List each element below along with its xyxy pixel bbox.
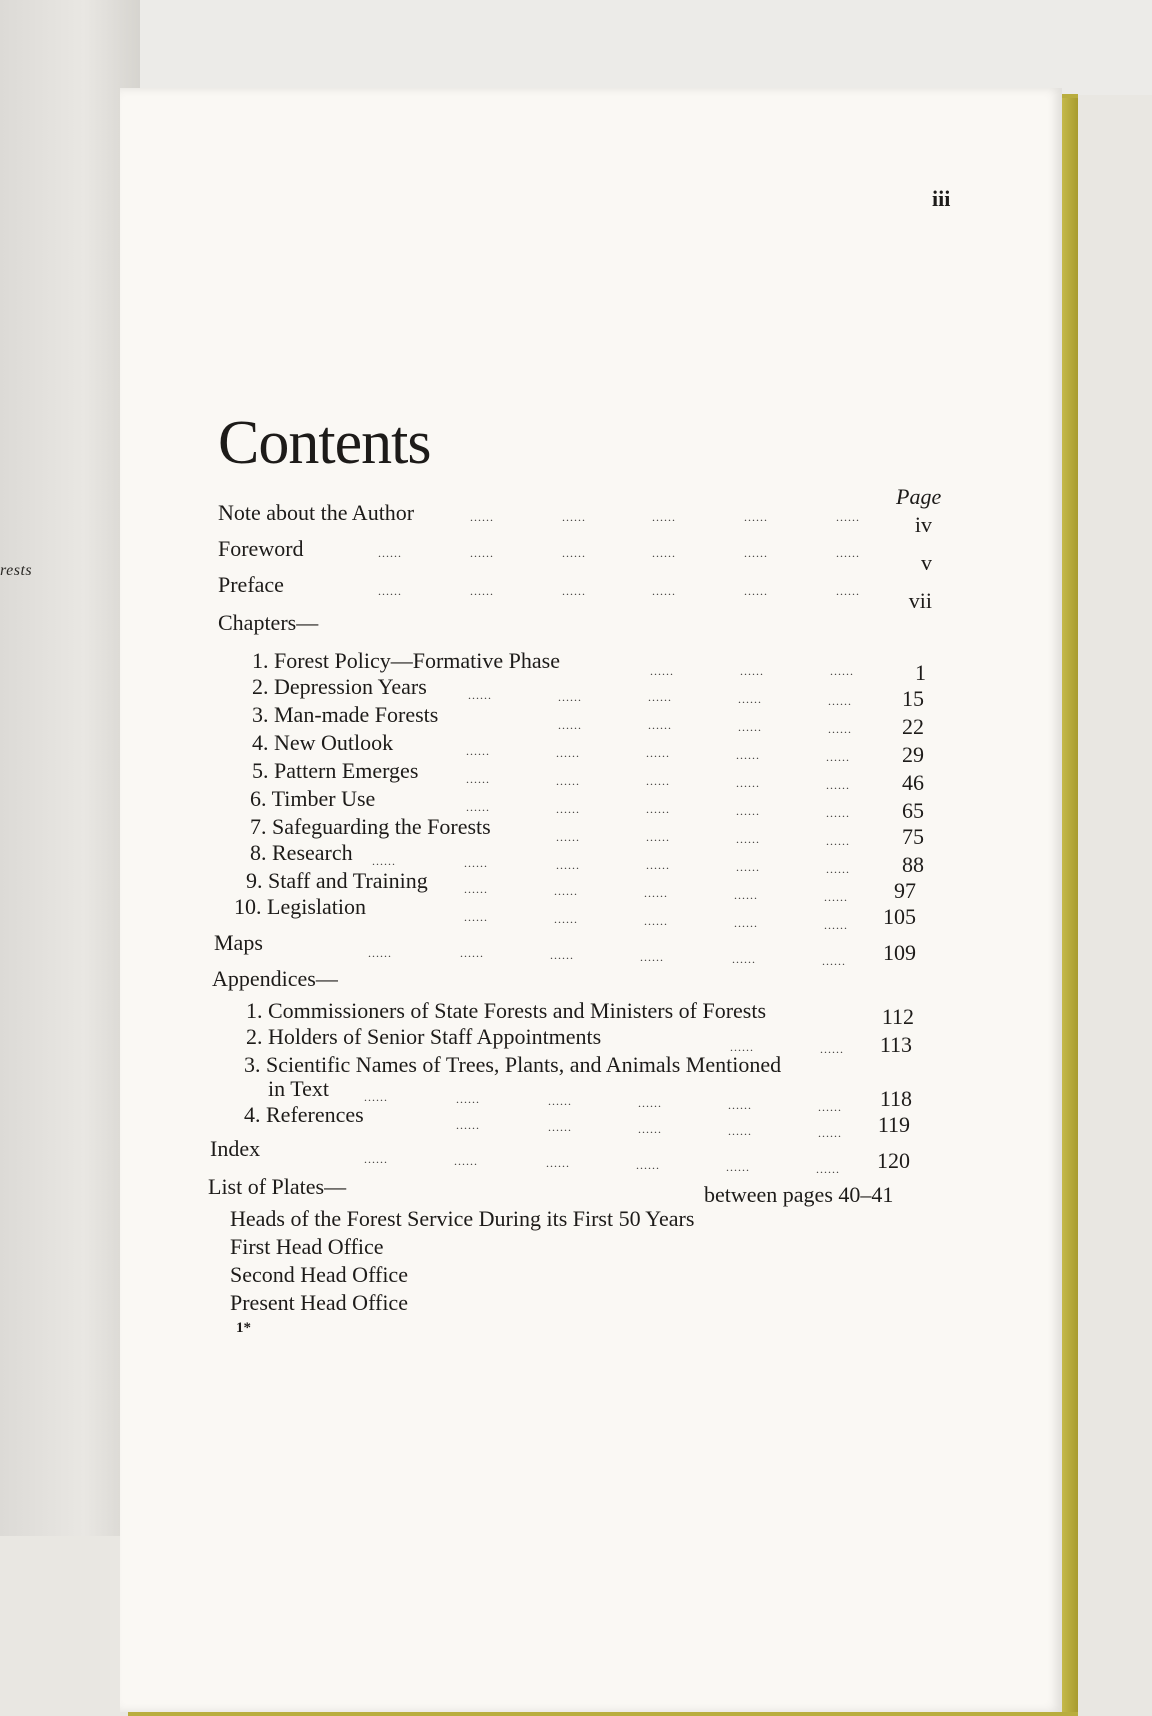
toc-entry-index: Index	[210, 1136, 261, 1161]
appendix-page: 112	[881, 1004, 914, 1029]
toc-page-number: 109	[883, 940, 916, 965]
chapter-entry	[246, 868, 428, 894]
toc-leader: ......	[820, 1042, 844, 1056]
toc-leader: ......	[646, 746, 670, 760]
background-surface	[0, 0, 1152, 95]
appendix-title: Commissioners of State Forests and Ministers of Forests	[268, 998, 767, 1023]
toc-leader: ......	[836, 546, 860, 560]
toc-leader: ......	[734, 916, 758, 930]
toc-leader: ......	[728, 1124, 752, 1138]
toc-leader: ......	[464, 882, 488, 896]
chapter-page: 75	[902, 824, 924, 849]
toc-leader: ......	[470, 584, 494, 598]
toc-leader: ......	[726, 1160, 750, 1174]
toc-leader: ......	[558, 690, 582, 704]
toc-leader: ......	[826, 750, 850, 764]
chapter-title: New Outlook	[274, 730, 394, 755]
appendix-title: Holders of Senior Staff Appointments	[268, 1024, 602, 1049]
appendix-title-continued: in Text	[268, 1076, 329, 1101]
toc-leader: ......	[652, 546, 676, 560]
appendix-title: References	[266, 1102, 364, 1127]
toc-entry-foreword: Foreword	[218, 536, 304, 561]
chapter-page: 105	[883, 904, 916, 929]
toc-leader: ......	[828, 722, 852, 736]
toc-leader: ......	[736, 776, 760, 790]
toc-leader: ......	[640, 950, 664, 964]
chapter-number: 8.	[250, 840, 267, 865]
toc-leader: ......	[372, 854, 396, 868]
toc-leader: ......	[554, 912, 578, 926]
chapter-entry	[250, 840, 353, 866]
chapter-number: 3.	[252, 702, 269, 727]
toc-leader: ......	[648, 690, 672, 704]
chapter-entry	[234, 894, 366, 920]
toc-leader: ......	[464, 910, 488, 924]
toc-leader: ......	[470, 546, 494, 560]
toc-leader: ......	[836, 584, 860, 598]
appendix-number: 1.	[246, 998, 263, 1023]
toc-leader: ......	[736, 748, 760, 762]
toc-leader: ......	[816, 1162, 840, 1176]
page-number: iii	[932, 186, 951, 211]
toc-leader: ......	[646, 774, 670, 788]
toc-leader: ......	[556, 746, 580, 760]
chapter-page: 88	[902, 852, 924, 877]
toc-leader: ......	[646, 802, 670, 816]
toc-leader: ......	[822, 954, 846, 968]
toc-leader: ......	[562, 584, 586, 598]
chapter-page: 1	[915, 660, 926, 685]
appendix-page: 118	[879, 1086, 912, 1111]
toc-leader: ......	[648, 718, 672, 732]
chapter-page: 22	[902, 714, 924, 739]
toc-leader: ......	[652, 584, 676, 598]
toc-leader: ......	[456, 1118, 480, 1132]
toc-leader: ......	[364, 1090, 388, 1104]
chapter-entry	[252, 702, 438, 728]
toc-leader: ......	[548, 1120, 572, 1134]
appendix-number: 3.	[244, 1052, 261, 1077]
appendix-page: 113	[879, 1032, 912, 1057]
toc-entry-preface: Preface	[218, 572, 284, 597]
toc-leader: ......	[652, 510, 676, 524]
toc-leader: ......	[546, 1156, 570, 1170]
appendices-heading: Appendices—	[212, 966, 338, 991]
toc-entry-note-about-author: Note about the Author	[218, 500, 415, 525]
appendix-entry	[246, 1024, 601, 1050]
chapter-title: Research	[272, 840, 353, 865]
chapter-entry	[252, 730, 393, 756]
toc-leader: ......	[456, 1092, 480, 1106]
chapter-entry	[250, 786, 375, 812]
chapter-number: 10.	[234, 894, 262, 919]
chapter-page: 15	[902, 686, 924, 711]
chapter-entry	[250, 814, 491, 840]
plate-item: First Head Office	[230, 1234, 384, 1259]
toc-leader: ......	[732, 952, 756, 966]
chapter-number: 5.	[252, 758, 269, 783]
toc-leader: ......	[556, 802, 580, 816]
toc-leader: ......	[368, 946, 392, 960]
chapter-title: Pattern Emerges	[274, 758, 419, 783]
appendix-page: 119	[877, 1112, 910, 1137]
toc-leader: ......	[738, 720, 762, 734]
toc-leader: ......	[378, 546, 402, 560]
page-title: Contents	[218, 409, 431, 477]
toc-leader: ......	[558, 718, 582, 732]
appendix-number: 4.	[244, 1102, 261, 1127]
toc-leader: ......	[556, 830, 580, 844]
toc-leader: ......	[744, 546, 768, 560]
toc-leader: ......	[828, 694, 852, 708]
toc-leader: ......	[554, 884, 578, 898]
plate-item: Present Head Office	[230, 1290, 408, 1315]
toc-leader: ......	[734, 888, 758, 902]
chapter-number: 1.	[252, 648, 269, 673]
toc-leader: ......	[638, 1096, 662, 1110]
toc-leader: ......	[556, 858, 580, 872]
toc-leader: ......	[550, 948, 574, 962]
toc-page-number: 120	[877, 1148, 910, 1173]
toc-page-number: iv	[914, 512, 932, 537]
toc-leader: ......	[460, 946, 484, 960]
chapter-number: 4.	[252, 730, 269, 755]
toc-leader: ......	[466, 772, 490, 786]
chapter-title: Safeguarding the Forests	[272, 814, 491, 839]
appendix-title: Scientific Names of Trees, Plants, and Animals Mentioned	[266, 1052, 782, 1077]
toc-leader: ......	[826, 834, 850, 848]
chapter-number: 6.	[250, 786, 267, 811]
toc-leader: ......	[644, 886, 668, 900]
page-column-header: Page	[896, 484, 942, 509]
chapter-page: 46	[902, 770, 924, 795]
toc-leader: ......	[818, 1100, 842, 1114]
chapter-number: 2.	[252, 674, 269, 699]
appendix-entry	[246, 998, 766, 1024]
toc-leader: ......	[736, 832, 760, 846]
toc-leader: ......	[728, 1098, 752, 1112]
toc-leader: ......	[470, 510, 494, 524]
plates-heading: List of Plates—	[208, 1174, 347, 1199]
chapter-page: 97	[894, 878, 916, 903]
toc-leader: ......	[464, 856, 488, 870]
toc-leader: ......	[364, 1152, 388, 1166]
chapter-page: 29	[902, 742, 924, 767]
chapter-title: Staff and Training	[268, 868, 428, 893]
plate-item: Second Head Office	[230, 1262, 408, 1287]
toc-leader: ......	[636, 1158, 660, 1172]
facing-page-text: rests	[0, 562, 33, 579]
toc-leader: ......	[466, 744, 490, 758]
toc-leader: ......	[830, 664, 854, 678]
toc-leader: ......	[644, 914, 668, 928]
toc-leader: ......	[740, 664, 764, 678]
chapter-entry	[252, 648, 560, 674]
toc-leader: ......	[466, 800, 490, 814]
signature-mark: 1*	[236, 1320, 251, 1336]
toc-leader: ......	[378, 584, 402, 598]
toc-leader: ......	[824, 890, 848, 904]
toc-leader: ......	[736, 860, 760, 874]
chapter-title: Forest Policy—Formative Phase	[274, 648, 560, 673]
chapter-number: 9.	[246, 868, 263, 893]
toc-leader: ......	[738, 692, 762, 706]
chapters-heading: Chapters—	[218, 610, 319, 635]
chapter-title: Man-made Forests	[274, 702, 439, 727]
facing-page	[0, 0, 140, 1536]
toc-leader: ......	[836, 510, 860, 524]
toc-leader: ......	[826, 862, 850, 876]
toc-leader: ......	[744, 510, 768, 524]
toc-leader: ......	[824, 918, 848, 932]
toc-entry-maps: Maps	[214, 930, 263, 955]
toc-leader: ......	[826, 806, 850, 820]
toc-page-number: v	[921, 550, 932, 575]
toc-leader: ......	[646, 830, 670, 844]
chapter-page: 65	[902, 798, 924, 823]
book-cover-edge	[1060, 98, 1078, 1712]
toc-leader: ......	[646, 858, 670, 872]
toc-leader: ......	[548, 1094, 572, 1108]
plates-page-range: between pages 40–41	[704, 1182, 894, 1207]
chapter-title: Timber Use	[271, 786, 376, 811]
toc-leader: ......	[650, 664, 674, 678]
toc-leader: ......	[818, 1126, 842, 1140]
chapter-number: 7.	[250, 814, 267, 839]
toc-leader: ......	[556, 774, 580, 788]
chapter-title: Legislation	[267, 894, 366, 919]
toc-leader: ......	[468, 688, 492, 702]
plate-item: Heads of the Forest Service During its First 50 Years	[230, 1206, 695, 1231]
appendix-entry	[244, 1102, 364, 1128]
toc-leader: ......	[562, 510, 586, 524]
toc-leader: ......	[454, 1154, 478, 1168]
chapter-title: Depression Years	[274, 674, 427, 699]
toc-page-number: vii	[908, 588, 932, 613]
toc-leader: ......	[826, 778, 850, 792]
chapter-entry	[252, 758, 418, 784]
toc-leader: ......	[730, 1040, 754, 1054]
appendix-entry	[244, 1052, 781, 1078]
chapter-entry	[252, 674, 427, 700]
toc-leader: ......	[744, 584, 768, 598]
toc-leader: ......	[562, 546, 586, 560]
toc-leader: ......	[736, 804, 760, 818]
appendix-number: 2.	[246, 1024, 263, 1049]
toc-leader: ......	[638, 1122, 662, 1136]
